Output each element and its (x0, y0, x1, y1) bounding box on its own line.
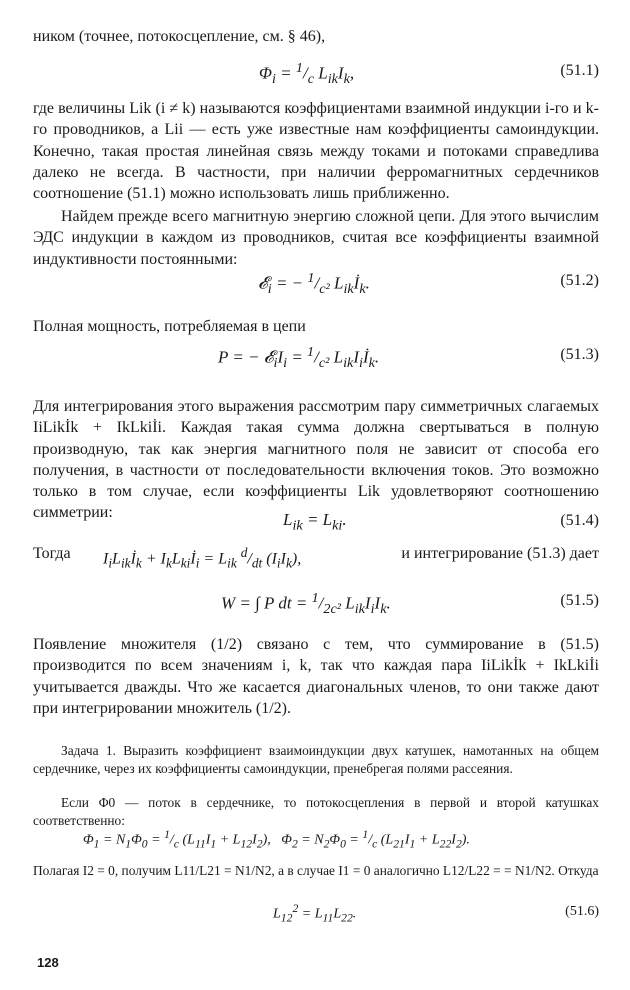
equation-51-5-formula: W = ∫ P dt = $^1/_{2c^2}$ $L_{ik}I_iI_k$. (221, 590, 391, 618)
problem-1-statement: Задача 1. Выразить коэффициент взаимоиндукции двух катушек, намотанных на общем сердечнике, через их коэффициенты самоиндукции, пренебрегая полями рассеяния. (33, 743, 599, 776)
equation-51-2 (33, 270, 599, 302)
paragraph-mutual-inductance: где величины Lik (i ≠ k) называются коэффициентами взаимной индукции i-го и k-го проводников, а Lii — есть уже известные нам коэффициенты самоиндукции. Конечно, такая простая линейная связь между токами и потоками справедлива далеко не всегда. В частности, при наличии ферромагнитных сердечников соотношение (51.1) можно использовать лишь приближенно. (33, 100, 599, 203)
paragraph-power: Полная мощность, потребляемая в цепи (33, 318, 306, 335)
equation-51-2-formula: 𝓔$_i$ = − $^1/_{c^2}$ $L_{ik}İ_k$. (258, 270, 370, 298)
problem-1-solution: Если Φ0 — поток в сердечнике, то потокосцепления в первой и второй катушках соответственно: (33, 795, 599, 828)
equation-51-1 (33, 60, 599, 92)
equation-51-1-number: (51.1) (560, 62, 599, 79)
equation-flux-linkages (33, 828, 599, 860)
equation-51-4-number: (51.4) (560, 512, 599, 529)
equation-then-line (33, 545, 599, 575)
equation-51-6-formula: $L_{12}^2 = L_{11}L_{22}$. (273, 902, 357, 925)
then-word: Тогда (33, 545, 71, 562)
paragraph-energy: Найдем прежде всего магнитную энергию сложной цепи. Для этого вычислим ЭДС индукции в каждом из проводников, считая все коэффициенты взаимной индуктивности постоянными: (33, 208, 599, 268)
paragraph-factor-half: Появление множителя (1/2) связано с тем, что суммирование в (51.5) производится по всем значениям i, k, так что каждая пара IiLikİk + IkLkiİi учитывается дважды. Что же касается диагональных членов, то они также дают при интегрировании множитель (1/2). (33, 636, 599, 717)
equation-51-4-formula: $L_{ik} = L_{ki}$. (283, 510, 347, 534)
equation-51-1-formula: $\Phi_i = ^1/_c$ $L_{ik}I_k$, (259, 60, 355, 88)
page-number: 128 (37, 955, 59, 970)
then-tail: и интегрирование (51.3) дает (401, 545, 599, 562)
paragraph-integration: Для интегрирования этого выражения рассмотрим пару симметричных слагаемых IiLikİk + IkLkiİi. Каждая такая сумма должна свертываться в полную производную, так как энергия магнитного поля не зависит от способа его получения, в частности от последовательности включения токов. Это возможно только в том случае, если коэффициенты Lik удовлетворяют соотношению симметрии: (33, 398, 599, 522)
equation-51-6 (33, 902, 599, 934)
equation-51-6-number: (51.6) (565, 904, 599, 919)
equation-flux-linkages-formula: $\Phi_1 = N_1\Phi_0 = ^1/_c$ $(L_{11}I_1 + L_{12}I_2)$, $\Phi_2 = N_2\Phi_0 = ^1/_c$ $(L_{21}I_1 + L_{22}I_2)$. (83, 828, 470, 851)
equation-51-3 (33, 344, 599, 376)
equation-51-4 (33, 510, 599, 542)
paragraph-intro: ником (точнее, потокосцепление, см. § 46), (33, 28, 326, 45)
equation-51-3-formula: P = − $𝓔_iI_i = ^1/_{c^2}$ $L_{ik}I_iİ_k$. (218, 344, 380, 372)
equation-51-3-number: (51.3) (560, 346, 599, 363)
equation-51-5 (33, 590, 599, 622)
problem-1-conclusion: Полагая I2 = 0, получим L11/L21 = N1/N2, а в случае I1 = 0 аналогично L12/L22 = = N1/N2. Откуда (33, 863, 599, 878)
equation-51-2-number: (51.2) (560, 272, 599, 289)
equation-then-formula: $I_iL_{ik}İ_k$ + $I_kL_{ki}İ_i = L_{ik}$ $^d/_{dt}$ $(I_iI_k)$, (103, 545, 302, 571)
equation-51-5-number: (51.5) (560, 592, 599, 609)
